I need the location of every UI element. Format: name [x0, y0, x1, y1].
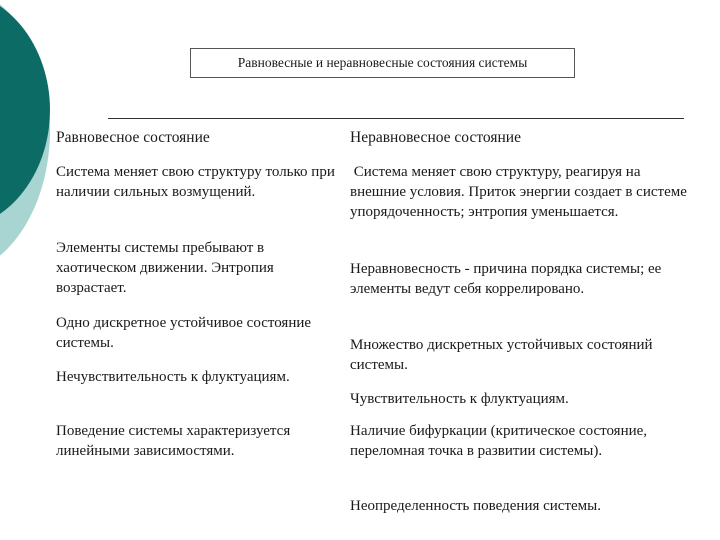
divider-line: [108, 118, 684, 119]
equilibrium-header: Равновесное состояние: [56, 129, 210, 146]
equilibrium-item: Элементы системы пребывают в хаотическом движении. Энтропия возрастает.: [56, 240, 274, 296]
non-equilibrium-header: Неравновесное состояние: [350, 129, 521, 146]
non-equilibrium-item: Неопределенность поведения системы.: [350, 498, 601, 514]
non-equilibrium-item: Неравновесность - причина порядка системы; ее элементы ведут себя коррелировано.: [350, 261, 662, 297]
non-equilibrium-item: Множество дискретных устойчивых состояний системы.: [350, 337, 653, 373]
equilibrium-item: Поведение системы характеризуется линейными зависимостями.: [56, 423, 291, 459]
non-equilibrium-item: Чувствительность к флуктуациям.: [350, 391, 569, 407]
non-equilibrium-item: Система меняет свою структуру, реагируя на внешние условия. Приток энергии создает в системе упорядоченность; энтропия уменьшается.: [350, 164, 691, 220]
non-equilibrium-item: Наличие бифуркации (критическое состояние, переломная точка в развитии системы).: [350, 423, 648, 459]
equilibrium-item: Одно дискретное устойчивое состояние системы.: [56, 315, 312, 351]
equilibrium-item: Нечувствительность к флуктуациям.: [56, 369, 290, 385]
equilibrium-item: Система меняет свою структуру только при наличии сильных возмущений.: [56, 164, 335, 200]
slide-title: Равновесные и неравновесные состояния системы: [190, 48, 575, 78]
